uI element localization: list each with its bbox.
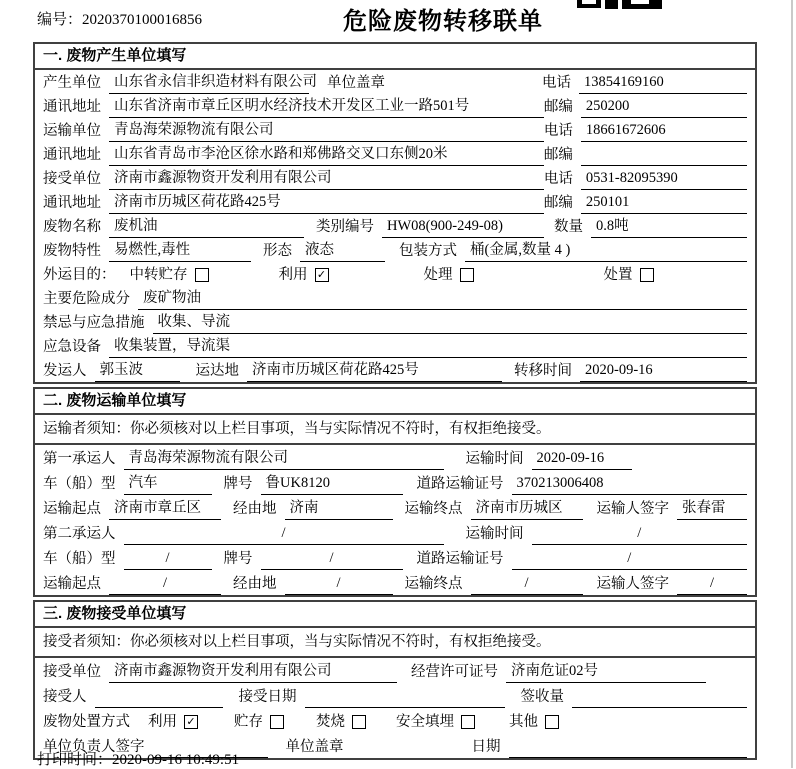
received-qty-value	[572, 687, 747, 708]
purpose-option-treat	[424, 265, 474, 286]
via2-value: /	[285, 573, 393, 595]
phone3-label: 电话	[543, 171, 573, 187]
print-time-value: 2020-09-16 10:49:51	[112, 752, 240, 768]
purpose-option-utilize	[279, 265, 329, 286]
disposal-label: 废物处置方式	[43, 714, 130, 730]
phone1-label: 电话	[542, 75, 571, 91]
disposal-row	[35, 708, 755, 733]
vehicle1-label: 车（船）型	[43, 476, 116, 492]
transporter-row	[35, 118, 755, 142]
route1-row	[35, 495, 755, 520]
time1-label: 运输时间	[465, 451, 524, 467]
producer-row	[35, 70, 755, 94]
zip2-label: 邮编	[543, 147, 573, 163]
purpose-option-label: 利用	[278, 267, 308, 283]
category-label: 类别编号	[316, 219, 374, 235]
sign1-label: 运输人签字	[596, 501, 669, 517]
waste-name-label: 废物名称	[43, 219, 101, 235]
equipment-value: 收集装置，导流渠	[109, 336, 747, 358]
via1-label: 经由地	[233, 501, 277, 517]
receive-date-label: 接受日期	[238, 689, 297, 705]
form-value: 液态	[300, 240, 385, 262]
carrier2-value: /	[124, 523, 444, 545]
emergency-value: 收集、导流	[153, 312, 748, 334]
section-producer	[33, 42, 757, 384]
addr1-value: 山东省济南市章丘区明水经济技术开发区工业一路501号	[109, 96, 544, 118]
vehicle1-value: 汽车	[124, 473, 212, 495]
zip3-label: 邮编	[543, 195, 573, 211]
sign2-value: /	[677, 573, 747, 595]
disposal-option-other	[509, 712, 559, 733]
qr-block-icon	[577, 0, 601, 8]
time1-value: 2020-09-16	[532, 448, 632, 470]
checkbox-icon	[460, 268, 474, 282]
qr-code-fragment	[575, 0, 665, 9]
checkbox-icon	[270, 715, 284, 729]
transfer-date-value: 2020-09-16	[580, 360, 747, 382]
section-receiver	[33, 600, 757, 760]
page-edge-divider	[791, 0, 793, 768]
plate2-label: 牌号	[223, 551, 253, 567]
packaging-value: 桶(金属,数量 4 )	[465, 240, 747, 262]
carrier1-value: 青岛海荣源物流有限公司	[124, 448, 444, 470]
print-time-line	[37, 748, 239, 769]
transporter-notice: 运输者须知：你必须核对以上栏目事项，当与实际情况不符时，有权拒绝接受。	[35, 415, 755, 445]
route2-row	[35, 570, 755, 595]
checkbox-icon	[352, 715, 366, 729]
purpose-label: 外运目的：	[43, 267, 116, 283]
end1-label: 运输终点	[404, 501, 463, 517]
end2-value: /	[471, 573, 583, 595]
purpose-option-label: 处理	[423, 267, 453, 283]
plate1-value: 鲁UK8120	[261, 473, 403, 495]
license2-value: /	[512, 548, 748, 570]
permit-label: 经营许可证号	[411, 664, 498, 680]
plate2-value: /	[261, 548, 403, 570]
transporter-label: 运输单位	[43, 123, 101, 139]
addr3-value: 济南市历城区荷花路425号	[109, 192, 544, 214]
license1-value: 370213006408	[512, 473, 748, 495]
equipment-row	[35, 334, 755, 358]
hazard-label: 主要危险成分	[43, 291, 130, 307]
origin1-value: 济南市章丘区	[109, 498, 221, 520]
emergency-row	[35, 310, 755, 334]
time2-value: /	[532, 523, 748, 545]
zip2-value	[581, 145, 747, 166]
waste-name-value: 废机油	[109, 216, 304, 238]
destination-label: 运达地	[195, 363, 239, 379]
receiver-notice: 接受者须知：你必须核对以上栏目事项，当与实际情况不符时，有权拒绝接受。	[35, 628, 755, 658]
seal-label: 单位盖章	[327, 75, 385, 91]
disposal-option-label: 贮存	[234, 714, 263, 730]
producer-label: 产生单位	[43, 75, 101, 91]
zip1-label: 邮编	[543, 99, 573, 115]
shipper-value: 郭玉波	[95, 360, 180, 382]
permit-value: 济南危证02号	[506, 661, 706, 683]
checkbox-icon: ✓	[184, 715, 198, 729]
time2-label: 运输时间	[465, 526, 524, 542]
recipient-value	[95, 687, 223, 708]
disposal-option-label: 利用	[148, 714, 177, 730]
addr2-label: 通讯地址	[43, 147, 101, 163]
purpose-row	[35, 262, 755, 286]
checkbox-icon	[195, 268, 209, 282]
license1-label: 道路运输证号	[416, 476, 504, 492]
vehicle2-value: /	[124, 548, 212, 570]
phone3-value: 0531-82095390	[581, 168, 747, 190]
qr-block-icon	[605, 0, 618, 9]
purpose-option-label: 处置	[603, 267, 633, 283]
addr2-value: 山东省青岛市李沧区徐水路和郑佛路交叉口东侧20米	[109, 144, 544, 166]
character-label: 废物特性	[43, 243, 101, 259]
packaging-label: 包装方式	[399, 243, 457, 259]
quantity-value: 0.8吨	[591, 216, 747, 238]
purpose-option-dispose	[604, 265, 654, 286]
shipper-row	[35, 358, 755, 382]
recipient-label: 接受人	[43, 689, 87, 705]
destination-value: 济南市历城区荷花路425号	[247, 360, 502, 382]
section3-heading: 三. 废物接受单位填写	[35, 602, 755, 628]
carrier2-label: 第二承运人	[43, 526, 116, 542]
producer-address-row	[35, 94, 755, 118]
hazard-row	[35, 286, 755, 310]
phone2-label: 电话	[543, 123, 573, 139]
vehicle2-label: 车（船）型	[43, 551, 116, 567]
producer-value: 山东省永信非织造材料有限公司	[109, 72, 309, 94]
receiver-value: 济南市鑫源物资开发利用有限公司	[109, 168, 544, 190]
hazard-value: 废矿物油	[138, 288, 747, 310]
carrier1-row	[35, 445, 755, 470]
origin2-label: 运输起点	[43, 576, 101, 592]
disposal-option-label: 安全填埋	[396, 714, 454, 730]
zip1-value: 250200	[581, 96, 747, 118]
disposal-option-label: 焚烧	[316, 714, 345, 730]
vehicle1-row	[35, 470, 755, 495]
date-value	[509, 737, 748, 758]
qr-block-icon	[649, 0, 662, 9]
waste-character-row	[35, 238, 755, 262]
disposal-option-storage	[234, 712, 284, 733]
transporter-address-row	[35, 142, 755, 166]
form-label: 形态	[263, 243, 292, 259]
manifest-document	[33, 42, 757, 763]
plate1-label: 牌号	[223, 476, 253, 492]
carrier2-row	[35, 520, 755, 545]
via2-label: 经由地	[233, 576, 277, 592]
purpose-option-transfer-storage	[130, 265, 209, 286]
sign1-value: 张春雷	[677, 498, 747, 520]
received-qty-label: 签收量	[520, 689, 564, 705]
addr3-label: 通讯地址	[43, 195, 101, 211]
accept-unit-value: 济南市鑫源物资开发利用有限公司	[109, 661, 397, 683]
zip3-value: 250101	[581, 192, 747, 214]
receive-date-value	[305, 687, 505, 708]
purpose-option-label: 中转贮存	[129, 267, 188, 283]
print-time-label: 打印时间：	[37, 752, 113, 768]
emergency-label: 禁忌与应急措施	[43, 315, 145, 331]
addr1-label: 通讯地址	[43, 99, 101, 115]
section1-heading: 一. 废物产生单位填写	[35, 44, 755, 70]
receiver-row	[35, 166, 755, 190]
checkbox-icon	[545, 715, 559, 729]
transporter-value: 青岛海荣源物流有限公司	[109, 120, 544, 142]
carrier1-label: 第一承运人	[43, 451, 116, 467]
sign2-label: 运输人签字	[596, 576, 669, 592]
receiver-address-row	[35, 190, 755, 214]
disposal-option-incinerate	[316, 712, 366, 733]
date-label: 日期	[471, 739, 501, 755]
end2-label: 运输终点	[404, 576, 463, 592]
shipper-label: 发运人	[43, 363, 87, 379]
accept-unit-label: 接受单位	[43, 664, 101, 680]
origin2-value: /	[109, 573, 221, 595]
responsible-sign-label: 单位负责人签字	[43, 739, 145, 755]
checkbox-icon	[461, 715, 475, 729]
category-value: HW08(900-249-08)	[382, 216, 544, 238]
equipment-label: 应急设备	[43, 339, 101, 355]
serial-label: 编号：	[37, 12, 83, 28]
character-value: 易燃性,毒性	[109, 240, 251, 262]
serial-number: 2020370100016856	[82, 12, 203, 28]
checkbox-icon	[640, 268, 654, 282]
phone1-value: 13854169160	[579, 72, 747, 94]
checkbox-icon: ✓	[315, 268, 329, 282]
receiver-label: 接受单位	[43, 171, 101, 187]
origin1-label: 运输起点	[43, 501, 101, 517]
vehicle2-row	[35, 545, 755, 570]
page-title: 危险废物转移联单	[343, 8, 543, 35]
disposal-option-label: 其他	[509, 714, 538, 730]
disposal-option-landfill	[396, 712, 475, 733]
recipient-row	[35, 683, 755, 708]
via1-value: 济南	[285, 498, 393, 520]
license2-label: 道路运输证号	[416, 551, 504, 567]
end1-value: 济南市历城区	[471, 498, 583, 520]
section-transporter	[33, 387, 757, 597]
transfer-date-label: 转移时间	[514, 363, 572, 379]
disposal-option-utilize	[148, 712, 198, 733]
quantity-label: 数量	[554, 219, 583, 235]
unit-seal-label: 单位盖章	[285, 739, 344, 755]
section2-heading: 二. 废物运输单位填写	[35, 389, 755, 415]
phone2-value: 18661672606	[581, 120, 747, 142]
accept-unit-row	[35, 658, 755, 683]
waste-name-row	[35, 214, 755, 238]
